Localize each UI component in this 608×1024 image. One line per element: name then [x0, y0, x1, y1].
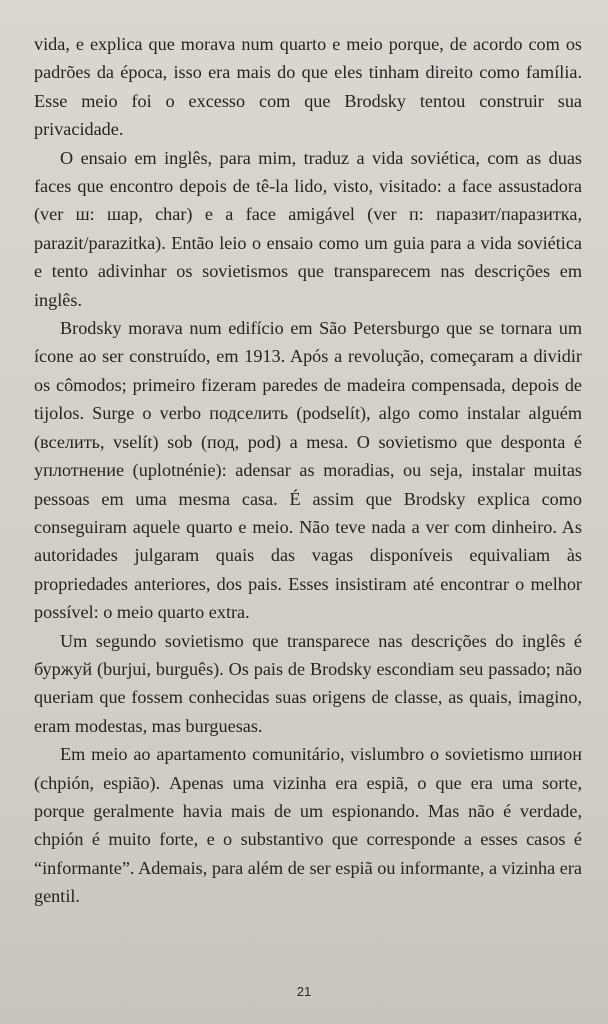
- page-number: 21: [296, 984, 312, 999]
- paragraph-2: O ensaio em inglês, para mim, traduz a vida soviética, com as duas faces que encontro depois de tê-la lido, visto, visitado: a face assustadora (ver ш: шар, char) e a face amigável (ver п: паразит/паразитка, parazit/parazitka). Então leio o ensaio como um guia para a vida soviética e tento adivinhar os sovietismos que transparecem nas descrições em inglês.: [34, 147, 582, 310]
- paragraph-4: Um segundo sovietismo que transparece nas descrições do inglês é буржуй (burjui, burguês). Os pais de Brodsky escondiam seu passado; não queriam que fossem conhecidas suas origens de classe, as quais, imagino, eram modestas, mas burguesas.: [34, 630, 582, 736]
- body-text: [34, 30, 582, 911]
- paragraph-1: vida, e explica que morava num quarto e meio porque, de acordo com os padrões da época, isso era mais do que eles tinham direito como família. Esse meio foi o excesso com que Brodsky tentou construir sua privacidade.: [34, 34, 582, 140]
- paragraph-3: Brodsky morava num edifício em São Petersburgo que se tornara um ícone ao ser construído, em 1913. Após a revolução, começaram a dividir os cômodos; primeiro fizeram paredes de madeira compensada, depois de tijolos. Surge o verbo подселить (podselít), algo como instalar alguém (вселить, vselít) sob (под, pod) a mesa. O sovietismo que desponta é уплотнение (uplotnénie): adensar as moradias, ou seja, instalar muitas pessoas em uma mesma casa. É assim que Brodsky explica como conseguiram aquele quarto e meio. Não teve nada a ver com dinheiro. As autoridades julgaram quais das vagas disponíveis equivaliam às propriedades anteriores, dos pais. Esses insistiram até encontrar o melhor possível: o meio quarto extra.: [34, 318, 582, 623]
- paragraph-5: Em meio ao apartamento comunitário, vislumbro o sovietismo шпион (chpión, espião). Apenas uma vizinha era espiã, o que era uma sorte, porque geralmente havia mais de um espionando. Mas não é verdade, chpión é muito forte, e o substantivo que corresponde a esses casos é “informante”. Ademais, para além de ser espiã ou informante, a vizinha era gentil.: [34, 744, 582, 907]
